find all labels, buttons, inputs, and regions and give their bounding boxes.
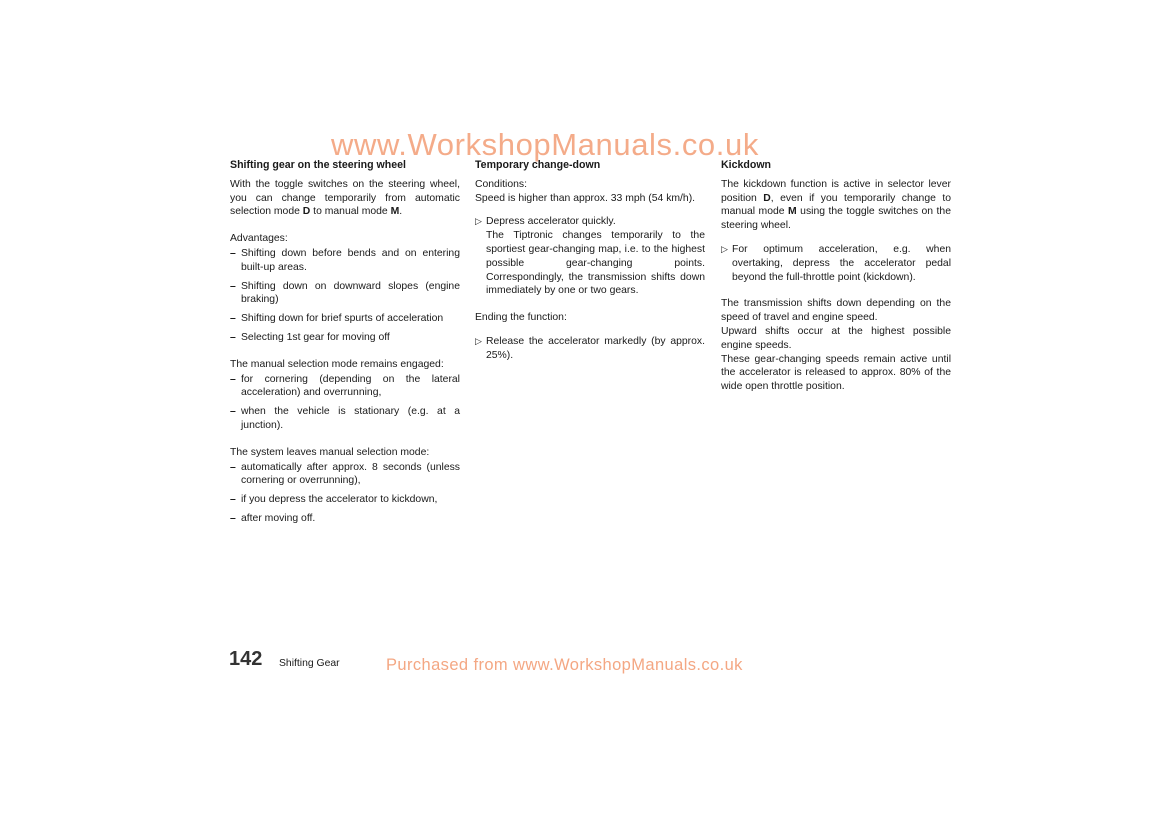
watermark-bottom: Purchased from www.WorkshopManuals.co.uk (386, 656, 743, 674)
intro-text: , even if you temporarily change to manual mode (721, 192, 951, 218)
triangle-right-icon: ▷ (475, 335, 482, 346)
left-column (230, 159, 460, 531)
section-heading: Shifting gear on the steering wheel (230, 159, 406, 171)
list-item: – after moving off. (230, 512, 460, 526)
paragraph: Upward shifts occur at the highest possible engine speeds. (721, 325, 951, 351)
step-item (475, 335, 705, 363)
right-column (721, 159, 951, 394)
watermark-top: www.WorkshopManuals.co.uk (331, 127, 759, 162)
list-item: – Shifting down for brief spurts of acceleration (230, 312, 460, 326)
tip-item (721, 243, 951, 284)
intro-text: . (399, 206, 403, 218)
mode-d: D (763, 192, 771, 204)
intro-paragraph (230, 178, 460, 219)
tip-text: For optimum acceleration, e.g. when overtaking, depress the accelerator pedal beyond the full-throttle point (kickdown). (732, 243, 951, 283)
list-item: – Shifting down before bends and on entering built-up areas. (230, 247, 460, 275)
mode-m: M (390, 206, 400, 218)
paragraph: These gear-changing speeds remain active until the accelerator is released to approx. 80% of the wide open throttle position. (721, 353, 951, 393)
list-item: – for cornering (depending on the lateral acceleration) and overrunning, (230, 373, 460, 401)
list-item: – automatically after approx. 8 seconds (unless cornering or overrunning), (230, 461, 460, 489)
paragraph: The transmission shifts down depending on the speed of travel and engine speed. (721, 298, 951, 324)
ending-label: Ending the function: (475, 312, 567, 324)
step-title: Depress accelerator quickly. (486, 216, 616, 228)
page-number: 142 (229, 648, 263, 670)
mode-d: D (302, 206, 311, 218)
intro-text: The kickdown function is active in selector lever position (721, 178, 951, 204)
engaged-label: The manual selection mode remains engaged: (230, 358, 444, 370)
intro-paragraph (721, 178, 951, 233)
middle-column (475, 159, 705, 363)
intro-text: to manual mode (310, 206, 391, 218)
step-body: The Tiptronic changes temporarily to the sportiest gear-changing map, i.e. to the highest possible gear-changing points. Correspondingly, the transmission shifts down immediately by one or two gears. (486, 230, 705, 297)
step-item (475, 215, 705, 298)
list-item: – Selecting 1st gear for moving off (230, 331, 460, 345)
triangle-right-icon: ▷ (475, 216, 482, 227)
intro-text: using the toggle switches on the steering wheel. (721, 206, 951, 232)
triangle-right-icon: ▷ (721, 243, 728, 254)
list-item: – if you depress the accelerator to kickdown, (230, 493, 460, 507)
list-item: – Shifting down on downward slopes (engine braking) (230, 280, 460, 308)
section-heading: Temporary change-down (475, 159, 601, 171)
advantages-label: Advantages: (230, 233, 288, 245)
section-title: Shifting Gear (279, 658, 340, 669)
leaves-label: The system leaves manual selection mode: (230, 446, 430, 458)
leaves-list (230, 461, 460, 526)
conditions-text: Speed is higher than approx. 33 mph (54 km/h). (475, 192, 696, 204)
section-heading: Kickdown (721, 159, 772, 171)
engaged-list (230, 373, 460, 433)
step-body: Release the accelerator markedly (by approx. 25%). (486, 335, 705, 361)
intro-text: With the toggle switches on the steering wheel, you can change temporarily from automatic selection mode (230, 178, 460, 218)
advantages-list (230, 247, 460, 345)
conditions-label: Conditions: (475, 178, 527, 190)
mode-m: M (788, 206, 797, 218)
list-item: – when the vehicle is stationary (e.g. at a junction). (230, 405, 460, 433)
